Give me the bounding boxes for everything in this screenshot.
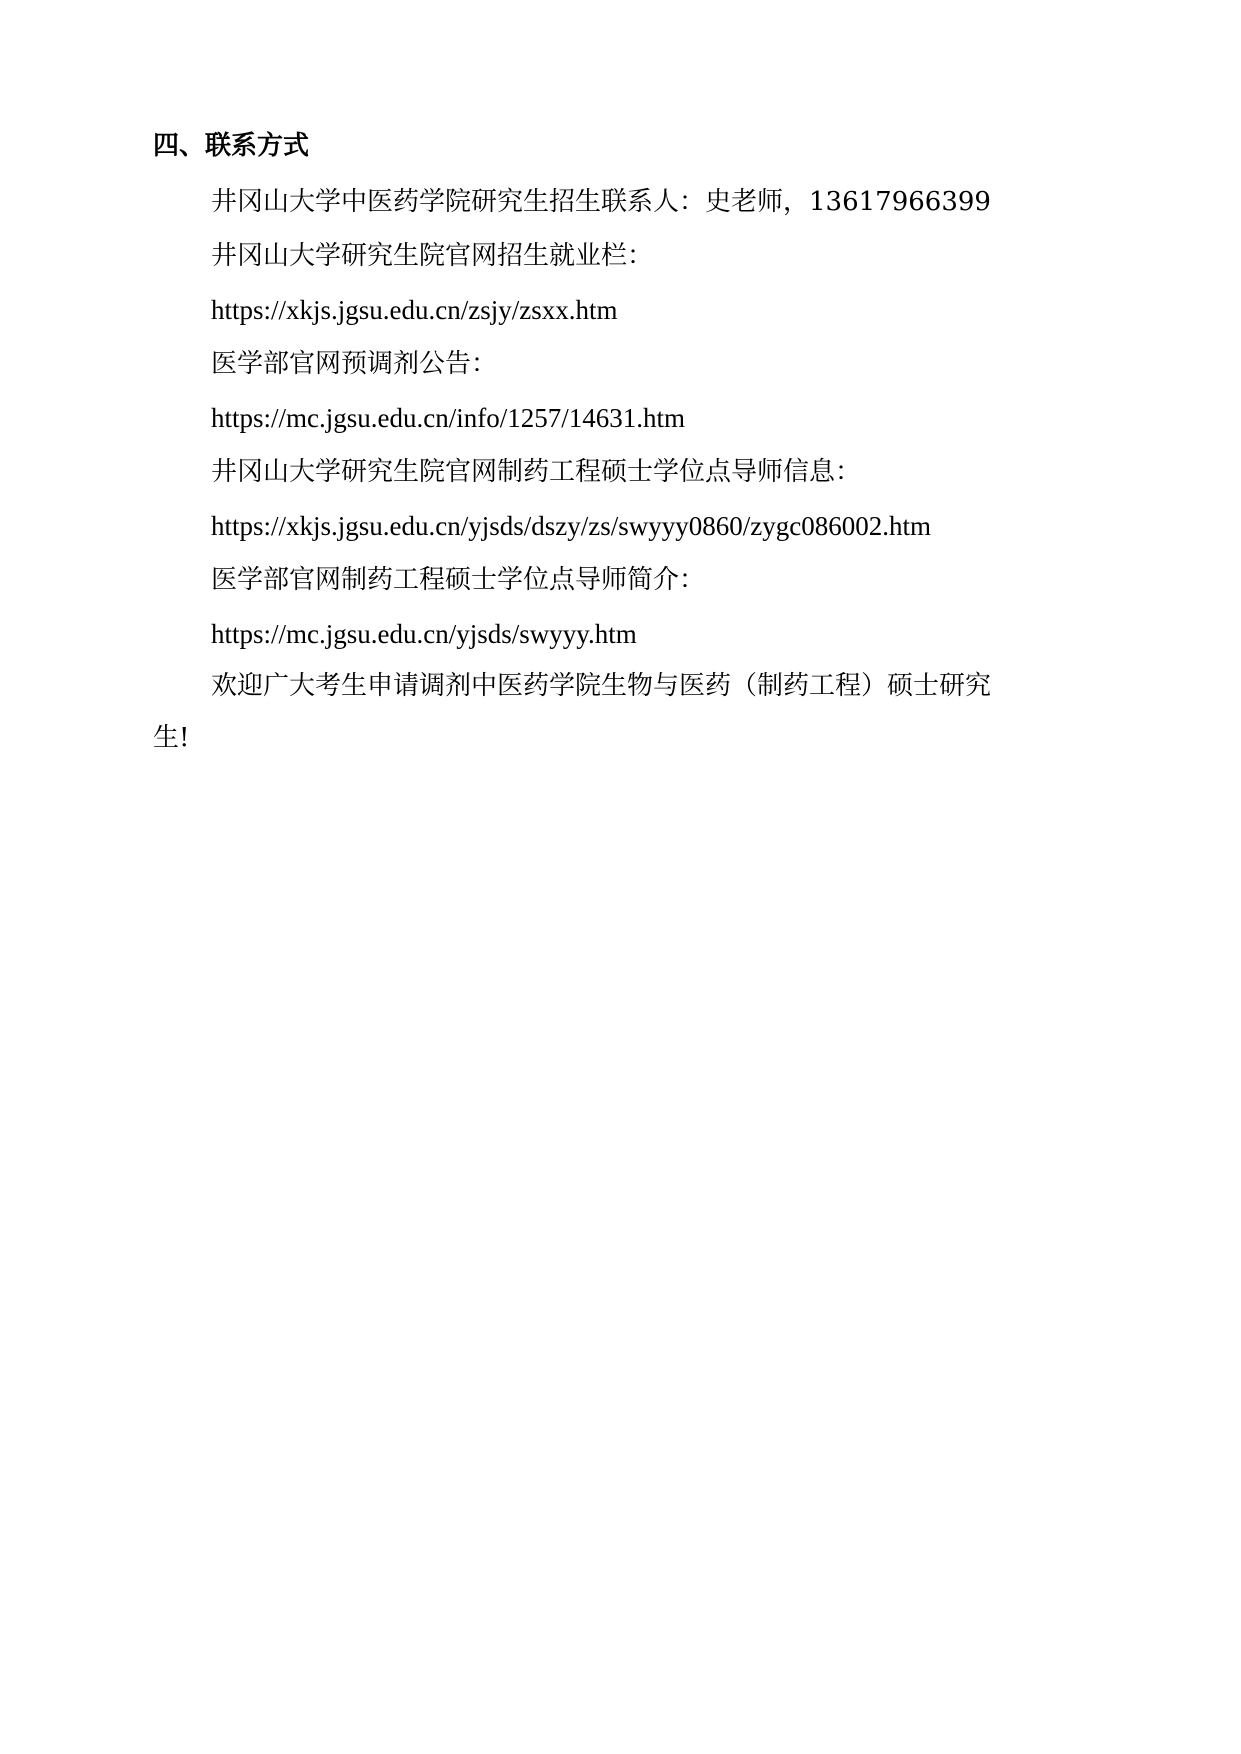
welcome-text-continuation: 生! [153,723,190,753]
supervisor-info-link[interactable]: https://xkjs.jgsu.edu.cn/yjsds/dszy/zs/swyyy0860/zygc086002.htm [211,511,931,541]
section-heading: 四、联系方式 [153,131,310,161]
supervisor-intro-label: 医学部官网制药工程硕士学位点导师简介： [211,565,706,595]
contact-line: 井冈山大学中医药学院研究生招生联系人：史老师，13617966399 [211,187,991,217]
grad-site-link[interactable]: https://xkjs.jgsu.edu.cn/zsjy/zsxx.htm [211,295,618,325]
supervisor-intro-link[interactable]: https://mc.jgsu.edu.cn/yjsds/swyyy.htm [211,619,637,649]
supervisor-info-label: 井冈山大学研究生院官网制药工程硕士学位点导师信息： [211,457,862,487]
medical-notice-label: 医学部官网预调剂公告： [211,349,498,379]
grad-site-label: 井冈山大学研究生院官网招生就业栏： [211,241,654,271]
welcome-text: 欢迎广大考生申请调剂中医药学院生物与医药（制药工程）硕士研究 [211,671,992,701]
medical-notice-link[interactable]: https://mc.jgsu.edu.cn/info/1257/14631.htm [211,403,685,433]
